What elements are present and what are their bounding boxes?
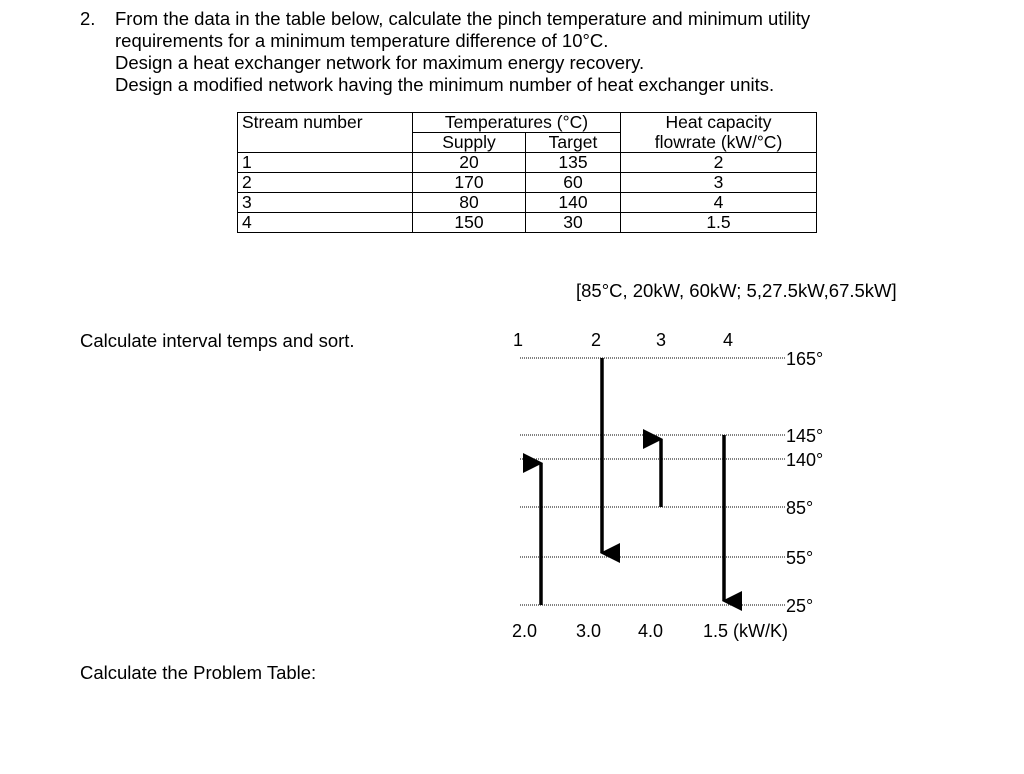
stream-number-label: 4 bbox=[722, 330, 734, 350]
question-line-2: requirements for a minimum temperature difference of 10°C. bbox=[115, 30, 609, 51]
question-line-1: From the data in the table below, calculate the pinch temperature and minimum utility bbox=[115, 8, 811, 29]
cell-supply: 150 bbox=[413, 213, 526, 233]
cell-cp: 3 bbox=[621, 173, 817, 193]
header-stream-number: Stream number bbox=[238, 113, 413, 133]
cell-supply: 170 bbox=[413, 173, 526, 193]
header-temperatures: Temperatures (°C) bbox=[413, 113, 621, 133]
temperature-label: 85° bbox=[786, 498, 814, 518]
question-line-4: Design a modified network having the minimum number of heat exchanger units. bbox=[115, 74, 775, 95]
question-line-3: Design a heat exchanger network for maximum energy recovery. bbox=[115, 52, 645, 73]
temperature-label: 140° bbox=[786, 450, 824, 470]
cell-stream: 3 bbox=[238, 193, 413, 213]
cell-target: 135 bbox=[526, 153, 621, 173]
cp-label: 2.0 bbox=[512, 621, 538, 641]
cell-target: 30 bbox=[526, 213, 621, 233]
stream-number-label: 2 bbox=[590, 330, 602, 350]
cell-target: 60 bbox=[526, 173, 621, 193]
cell-cp: 4 bbox=[621, 193, 817, 213]
interval-instruction: Calculate interval temps and sort. bbox=[80, 330, 355, 351]
header-supply: Supply bbox=[413, 133, 526, 153]
temperature-label: 55° bbox=[786, 548, 814, 568]
cell-stream: 1 bbox=[238, 153, 413, 173]
cp-label: 4.0 bbox=[638, 621, 664, 641]
interval-lines bbox=[520, 358, 786, 605]
cp-labels bbox=[512, 621, 788, 641]
question-number: 2. bbox=[80, 8, 96, 29]
cp-label: 1.5 (kW/K) bbox=[703, 621, 789, 641]
header-heat-capacity: Heat capacity bbox=[621, 113, 817, 133]
cell-supply: 20 bbox=[413, 153, 526, 173]
stream-number-label: 1 bbox=[512, 330, 524, 350]
temperature-label: 25° bbox=[786, 596, 814, 616]
temperature-label: 165° bbox=[786, 349, 824, 369]
cell-stream: 4 bbox=[238, 213, 413, 233]
cell-cp: 2 bbox=[621, 153, 817, 173]
temperature-labels bbox=[786, 349, 823, 616]
header-flowrate: flowrate (kW/°C) bbox=[621, 133, 817, 153]
cp-label: 3.0 bbox=[576, 621, 602, 641]
stream-number-labels bbox=[513, 330, 733, 350]
answer-text: [85°C, 20kW, 60kW; 5,27.5kW,67.5kW] bbox=[576, 280, 897, 301]
header-target: Target bbox=[526, 133, 621, 153]
cell-stream: 2 bbox=[238, 173, 413, 193]
temperature-label: 145° bbox=[786, 426, 824, 446]
cell-supply: 80 bbox=[413, 193, 526, 213]
stream-arrows bbox=[541, 358, 724, 605]
stream-number-label: 3 bbox=[655, 330, 667, 350]
problem-table-instruction: Calculate the Problem Table: bbox=[80, 662, 317, 683]
cell-cp: 1.5 bbox=[621, 213, 817, 233]
cell-target: 140 bbox=[526, 193, 621, 213]
